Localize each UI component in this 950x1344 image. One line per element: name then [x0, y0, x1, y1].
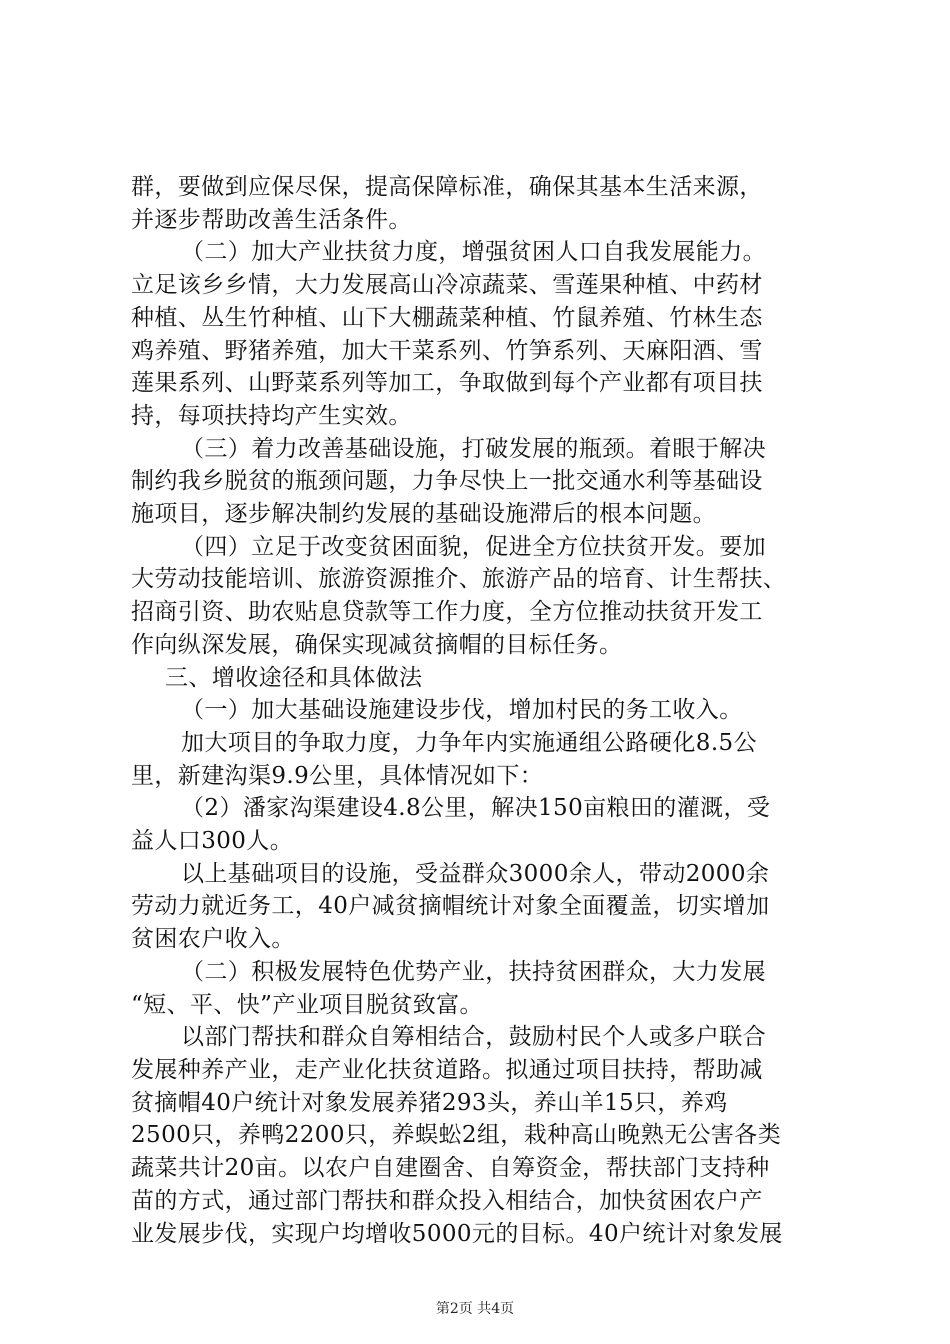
- text-line: 里，新建沟渠9.9公里，具体情况如下：: [131, 762, 544, 789]
- paragraph: [131, 858, 831, 956]
- paragraph: [131, 531, 831, 662]
- text-line: （三）着力改善基础设施，打破发展的瓶颈。着眼于解决: [181, 435, 766, 462]
- text-line: 发展种养产业，走产业化扶贫道路。拟通过项目扶持，帮助减: [131, 1056, 763, 1083]
- subsection-heading: [131, 694, 831, 727]
- paragraph: [131, 433, 831, 531]
- text-line: 以上基础项目的设施，受益群众3000余人，带动2000余: [181, 860, 770, 887]
- section-heading: [131, 662, 831, 695]
- page-number: 第2页 共4页: [435, 1301, 515, 1317]
- text-line: 业发展步伐，实现户均增收5000元的目标。40户统计对象发展: [131, 1220, 783, 1247]
- text-line: 贫困农户收入。: [131, 926, 295, 953]
- paragraph: [131, 727, 831, 792]
- paragraph: [131, 956, 831, 1021]
- text-line: （2）潘家沟渠建设4.8公里，解决150亩粮田的灌溉，受: [181, 795, 771, 822]
- text-line: 制约我乡脱贫的瓶颈问题，力争尽快上一批交通水利等基础设: [131, 468, 763, 495]
- paragraph: [131, 1021, 831, 1250]
- text-line: 苗的方式，通过部门帮扶和群众投入相结合，加快贫困农户产: [131, 1187, 763, 1214]
- text-line: 作向纵深发展，确保实现减贫摘帽的目标任务。: [131, 631, 623, 658]
- text-line: （二）积极发展特色优势产业，扶持贫困群众，大力发展: [181, 958, 766, 985]
- text-line: 2500只，养鸭2200只，养蜈蚣2组，栽种高山晚熟无公害各类: [131, 1122, 782, 1149]
- text-line: （一）加大基础设施建设步伐，增加村民的务工收入。: [181, 697, 743, 724]
- document-body: [131, 171, 831, 1250]
- text-line: 益人口300人。: [131, 828, 294, 855]
- paragraph: [131, 236, 831, 432]
- text-line: 并逐步帮助改善生活条件。: [131, 206, 412, 233]
- paragraph: [131, 171, 831, 236]
- text-line: 莲果系列、山野菜系列等加工，争取做到每个产业都有项目扶: [131, 370, 763, 397]
- text-line: 施项目，逐步解决制约发展的基础设施滞后的根本问题。: [131, 501, 716, 528]
- text-line: 三、增收途径和具体做法: [165, 664, 423, 691]
- text-line: 立足该乡乡情，大力发展高山冷凉蔬菜、雪莲果种植、中药材: [131, 272, 763, 299]
- text-line: 鸡养殖、野猪养殖，加大干菜系列、竹笋系列、天麻阳酒、雪: [131, 337, 763, 364]
- text-line: 加大项目的争取力度，力争年内实施通组公路硬化8.5公: [181, 729, 757, 756]
- text-line: 蔬菜共计20亩。以农户自建圈舍、自筹资金，帮扶部门支持种: [131, 1155, 770, 1182]
- text-line: （四）立足于改变贫困面貌，促进全方位扶贫开发。要加: [181, 533, 766, 560]
- text-line: 招商引资、助农贴息贷款等工作力度，全方位推动扶贫开发工: [131, 599, 763, 626]
- text-line: 群，要做到应保尽保，提高保障标准，确保其基本生活来源，: [131, 174, 763, 200]
- text-line: 以部门帮扶和群众自筹相结合，鼓励村民个人或多户联合: [181, 1024, 766, 1051]
- text-line: 劳动力就近务工，40户减贫摘帽统计对象全面覆盖，切实增加: [131, 893, 770, 920]
- text-line: 大劳动技能培训、旅游资源推介、旅游产品的培育、计生帮扶、: [131, 566, 787, 593]
- text-line: （二）加大产业扶贫力度，增强贫困人口自我发展能力。: [181, 239, 766, 266]
- paragraph: [131, 792, 831, 857]
- text-line: “短、平、快”产业项目脱贫致富。: [131, 991, 483, 1018]
- text-line: 贫摘帽40户统计对象发展养猪293头，养山羊15只，养鸡: [131, 1089, 728, 1116]
- text-line: 种植、丛生竹种植、山下大棚蔬菜种植、竹鼠养殖、竹林生态: [131, 304, 763, 331]
- page-footer: [0, 1300, 950, 1318]
- text-line: 持，每项扶持均产生实效。: [131, 402, 412, 429]
